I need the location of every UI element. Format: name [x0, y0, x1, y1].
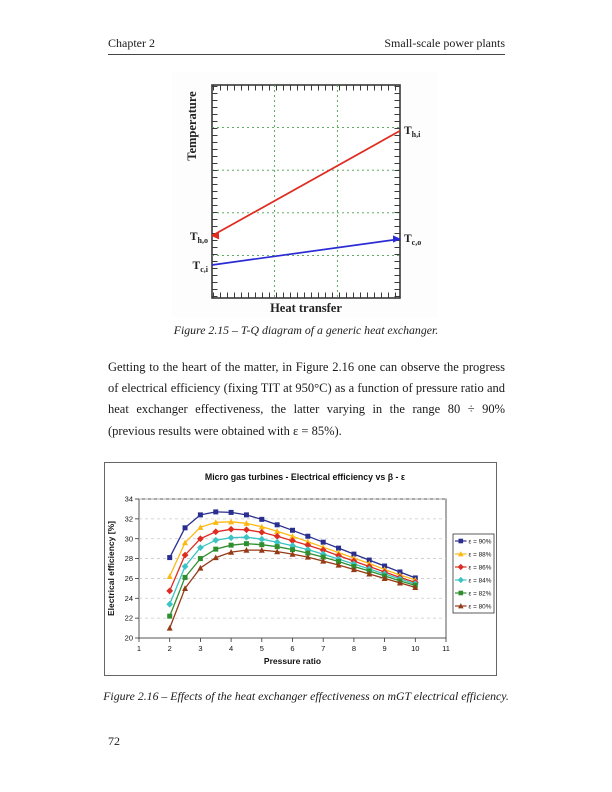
header-section: Small-scale power plants	[384, 36, 505, 50]
tq-y-axis-label: Temperature	[185, 91, 199, 161]
legend-label: ε = 86%	[468, 564, 492, 572]
tq-diagram-svg	[172, 72, 437, 318]
x-tick-label: 8	[351, 644, 356, 653]
y-tick-label: 24	[124, 593, 133, 603]
chart-title: Micro gas turbines - Electrical efficiency vs β - ε	[204, 472, 406, 482]
mgt-chart-svg	[105, 463, 496, 675]
figure-2-15-tq-diagram	[172, 72, 437, 318]
y-axis-label: Electrical efficiency [%]	[106, 521, 116, 616]
y-tick-label: 32	[124, 514, 133, 524]
legend-label: ε = 80%	[468, 603, 492, 611]
header-chapter: Chapter 2	[108, 36, 155, 50]
chart-legend	[453, 534, 494, 613]
x-tick-label: 7	[321, 644, 326, 653]
x-tick-label: 4	[229, 644, 234, 653]
legend-label: ε = 82%	[468, 590, 492, 598]
tq-plot-area	[212, 85, 400, 298]
x-tick-label: 1	[136, 644, 142, 653]
x-tick-label: 9	[382, 644, 387, 653]
tq-stream-label: $T_{c,i}$	[192, 259, 208, 274]
x-tick-label: 6	[290, 644, 295, 653]
y-tick-label: 20	[124, 633, 133, 643]
y-tick-label: 22	[124, 613, 133, 623]
figure-2-15-caption: Figure 2.15 – T-Q diagram of a generic heat exchanger.	[173, 323, 439, 337]
tq-stream-label: $T_{c,o}$	[404, 232, 422, 247]
x-tick-label: 11	[442, 644, 450, 653]
y-tick-label: 28	[124, 554, 133, 564]
tq-stream-label: $T_{h,o}$	[189, 230, 208, 245]
page-number: 72	[108, 734, 120, 748]
y-tick-label: 34	[124, 494, 133, 504]
figure-2-16-caption: Figure 2.16 – Effects of the heat exchanger effectiveness on mGT electrical efficiency.	[103, 689, 509, 703]
y-tick-label: 30	[124, 534, 133, 544]
x-tick-label: 5	[259, 644, 264, 653]
header-rule	[108, 54, 505, 55]
legend-label: ε = 90%	[468, 538, 492, 546]
x-tick-label: 2	[167, 644, 172, 653]
legend-label: ε = 84%	[468, 577, 492, 585]
tq-stream-label: $T_{h,i}$	[404, 124, 421, 139]
x-axis-label: Pressure ratio	[263, 656, 322, 666]
body-paragraph: Getting to the heart of the matter, in Figure 2.16 one can observe the progress of electrical efficiency (fixing TIT at 950°C) as a function of pressure ratio and heat exchanger effectiveness, the latter varying in the range 80 ÷ 90% (previous results were obtained with ε = 85%).	[108, 360, 505, 438]
tq-x-axis-label: Heat transfer	[270, 301, 342, 315]
x-tick-label: 10	[411, 644, 420, 653]
legend-label: ε = 88%	[468, 551, 492, 559]
x-tick-label: 3	[198, 644, 203, 653]
y-tick-label: 26	[124, 574, 133, 584]
figure-2-16-efficiency-chart	[104, 462, 497, 676]
